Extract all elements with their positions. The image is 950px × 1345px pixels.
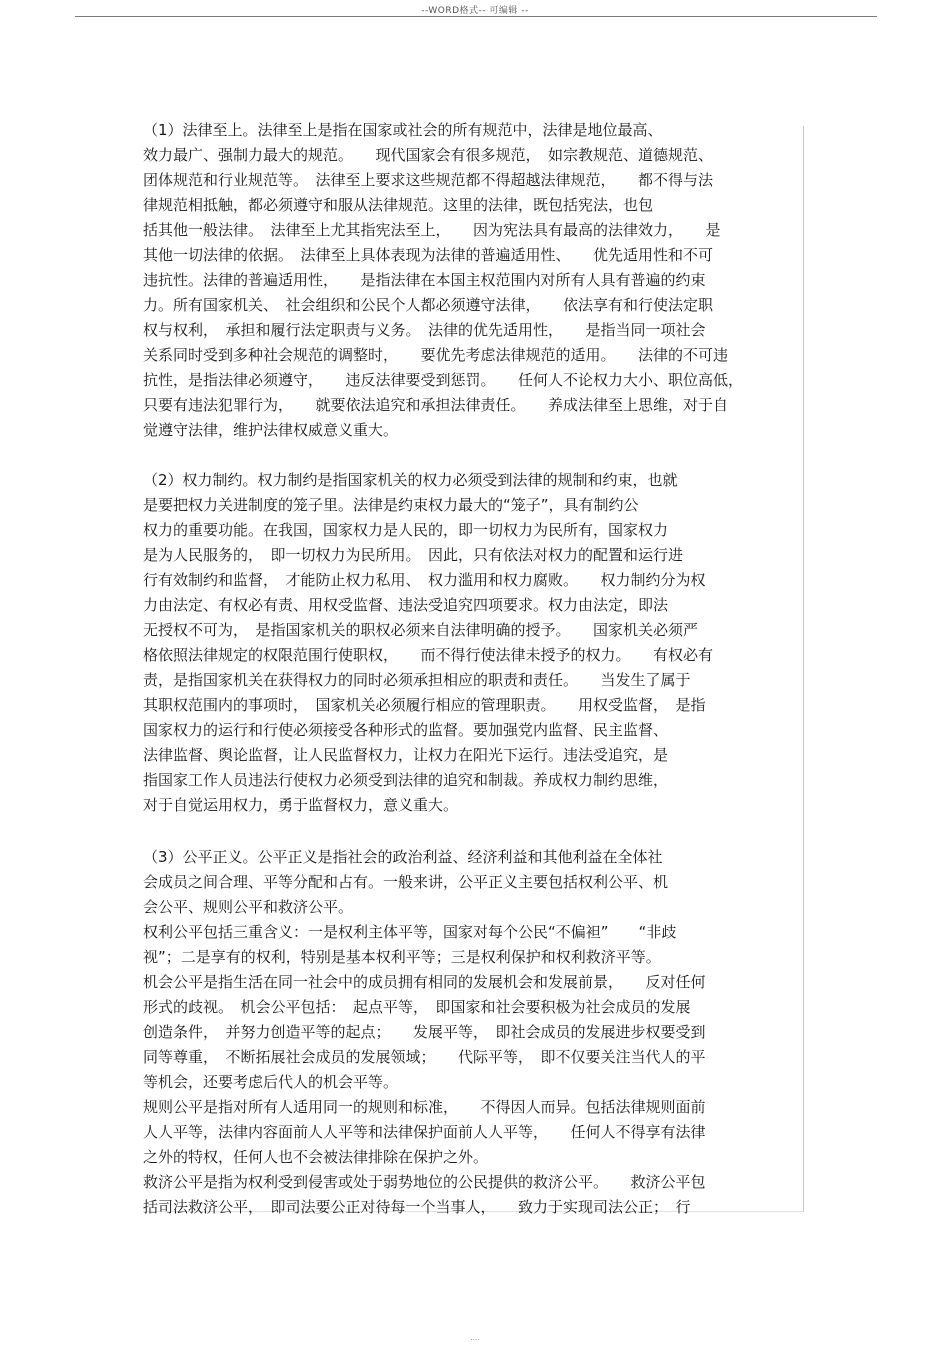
paragraph-line: 人人平等，法律内容面前人人平等和法律保护面前人人平等， 任何人不得享有法律 xyxy=(143,1123,706,1141)
paragraph-line: 律规范相抵触，都必须遵守和服从法律规范。这里的法律，既包括宪法，也包 xyxy=(143,196,654,214)
header-divider xyxy=(75,16,877,17)
paragraph-line: 权力的重要功能。在我国，国家权力是人民的，即一切权力为民所有，国家权力 xyxy=(143,521,669,539)
paragraph-line: 觉遵守法律，维护法律权威意义重大。 xyxy=(143,421,399,439)
paragraph-line: 形式的歧视。 机会公平包括： 起点平等， 即国家和社会要积极为社会成员的发展 xyxy=(143,998,691,1016)
paragraph-line: 责，是指国家机关在获得权力的同时必须承担相应的职责和责任。 当发生了属于 xyxy=(143,671,691,689)
page-header: --WORD格式-- 可编辑 -- xyxy=(421,6,529,16)
paragraph-line: 其他一切法律的依据。 法律至上具体表现为法律的普遍适用性、 优先适用性和不可 xyxy=(143,246,714,264)
paragraph-line: 是为人民服务的， 即一切权力为民所用。 因此，只有依法对权力的配置和运行进 xyxy=(143,546,684,564)
paragraph-line: （1）法律至上。法律至上是指在国家或社会的所有规范中，法律是地位最高、 xyxy=(143,121,663,139)
paragraph-line: 之外的特权，任何人也不会被法律排除在保护之外。 xyxy=(143,1148,489,1166)
paragraph-line: 权与权利， 承担和履行法定职责与义务。 法律的优先适用性， 是指当同一项社会 xyxy=(143,321,706,339)
paragraph-line: 规则公平是指对所有人适用同一的规则和标准， 不得因人而异。包括法律规则面前 xyxy=(143,1098,706,1116)
section-power-restriction xyxy=(143,468,803,818)
paragraph-line: 会成员之间合理、平等分配和占有。一般来讲，公平正义主要包括权利公平、机 xyxy=(143,873,669,891)
section-fairness-justice xyxy=(143,845,803,1220)
paragraph-line: 无授权不可为， 是指国家机关的职权必须来自法律明确的授予。 国家机关必须严 xyxy=(143,621,699,639)
paragraph-line: 效力最广、强制力最大的规范。 现代国家会有很多规范， 如宗教规范、道德规范、 xyxy=(143,146,714,164)
paragraph-line: 行有效制约和监督， 才能防止权力私用、 权力滥用和权力腐败。 权力制约分为权 xyxy=(143,571,706,589)
paragraph-line: （2）权力制约。权力制约是指国家机关的权力必须受到法律的规制和约束，也就 xyxy=(143,471,678,489)
paragraph-line: 只要有违法犯罪行为， 就要依法追究和承担法律责任。 养成法律至上思维，对于自 xyxy=(143,396,729,414)
section-rule-of-law xyxy=(143,118,803,443)
paragraph-line: 括其他一般法律。 法律至上尤其指宪法至上， 因为宪法具有最高的法律效力， 是 xyxy=(143,221,721,239)
paragraph-line: 团体规范和行业规范等。 法律至上要求这些规范都不得超越法律规范， 都不得与法 xyxy=(143,171,714,189)
paragraph-line: 违抗性。法律的普遍适用性， 是指法律在本国主权范围内对所有人具有普遍的约束 xyxy=(143,271,706,289)
paragraph-line: 同等尊重， 不断拓展社会成员的发展领域； 代际平等， 即不仅要关注当代人的平 xyxy=(143,1048,706,1066)
paragraph-line: 是要把权力关进制度的笼子里。法律是约束权力最大的“笼子”，具有制约公 xyxy=(143,496,639,514)
paragraph-line: 力由法定、有权必有责、用权受监督、违法受追究四项要求。权力由法定，即法 xyxy=(143,596,669,614)
paragraph-line: 格依照法律规定的权限范围行使职权， 而不得行使法律未授予的权力。 有权必有 xyxy=(143,646,714,664)
paragraph-line: （3）公平正义。公平正义是指社会的政治利益、经济利益和其他利益在全体社 xyxy=(143,848,663,866)
paragraph-line: 括司法救济公平， 即司法要公正对待每一个当事人， 致力于实现司法公正； 行 xyxy=(143,1198,691,1216)
paragraph-line: 力。所有国家机关、 社会组织和公民个人都必须遵守法律， 依法享有和行使法定职 xyxy=(143,296,714,314)
paragraph-line: 法律监督、舆论监督，让人民监督权力，让权力在阳光下运行。违法受追究，是 xyxy=(143,746,669,764)
paragraph-line: 国家权力的运行和行使必须接受各种形式的监督。要加强党内监督、民主监督、 xyxy=(143,721,669,739)
paragraph-line: 抗性，是指法律必须遵守， 违反法律要受到惩罚。 任何人不论权力大小、职位高低， xyxy=(143,371,744,389)
paragraph-line: 指国家工作人员违法行使权力必须受到法律的追究和制裁。养成权力制约思维， xyxy=(143,771,669,789)
paragraph-line: 视”；二是享有的权利，特别是基本权利平等；三是权利保护和权利救济平等。 xyxy=(143,948,661,966)
paragraph-line: 救济公平是指为权利受到侵害或处于弱势地位的公民提供的救济公平。 救济公平包 xyxy=(143,1173,706,1191)
paragraph-line: 会公平、规则公平和救济公平。 xyxy=(143,898,354,916)
paragraph-line: 等机会，还要考虑后代人的机会平等。 xyxy=(143,1073,399,1091)
paragraph-line: 关系同时受到多种社会规范的调整时， 要优先考虑法律规范的适用。 法律的不可违 xyxy=(143,346,729,364)
paragraph-line: 机会公平是指生活在同一社会中的成员拥有相同的发展机会和发展前景， 反对任何 xyxy=(143,973,706,991)
paragraph-line: 其职权范围内的事项时， 国家机关必须履行相应的管理职责。 用权受监督， 是指 xyxy=(143,696,706,714)
paragraph-line: 创造条件， 并努力创造平等的起点； 发展平等， 即社会成员的发展进步权要受到 xyxy=(143,1023,706,1041)
page-footer: .... xyxy=(470,1334,480,1342)
paragraph-line: 权利公平包括三重含义：一是权利主体平等，国家对每个公民“不偏袒” “非歧 xyxy=(143,923,677,941)
paragraph-line: 对于自觉运用权力，勇于监督权力，意义重大。 xyxy=(143,796,459,814)
